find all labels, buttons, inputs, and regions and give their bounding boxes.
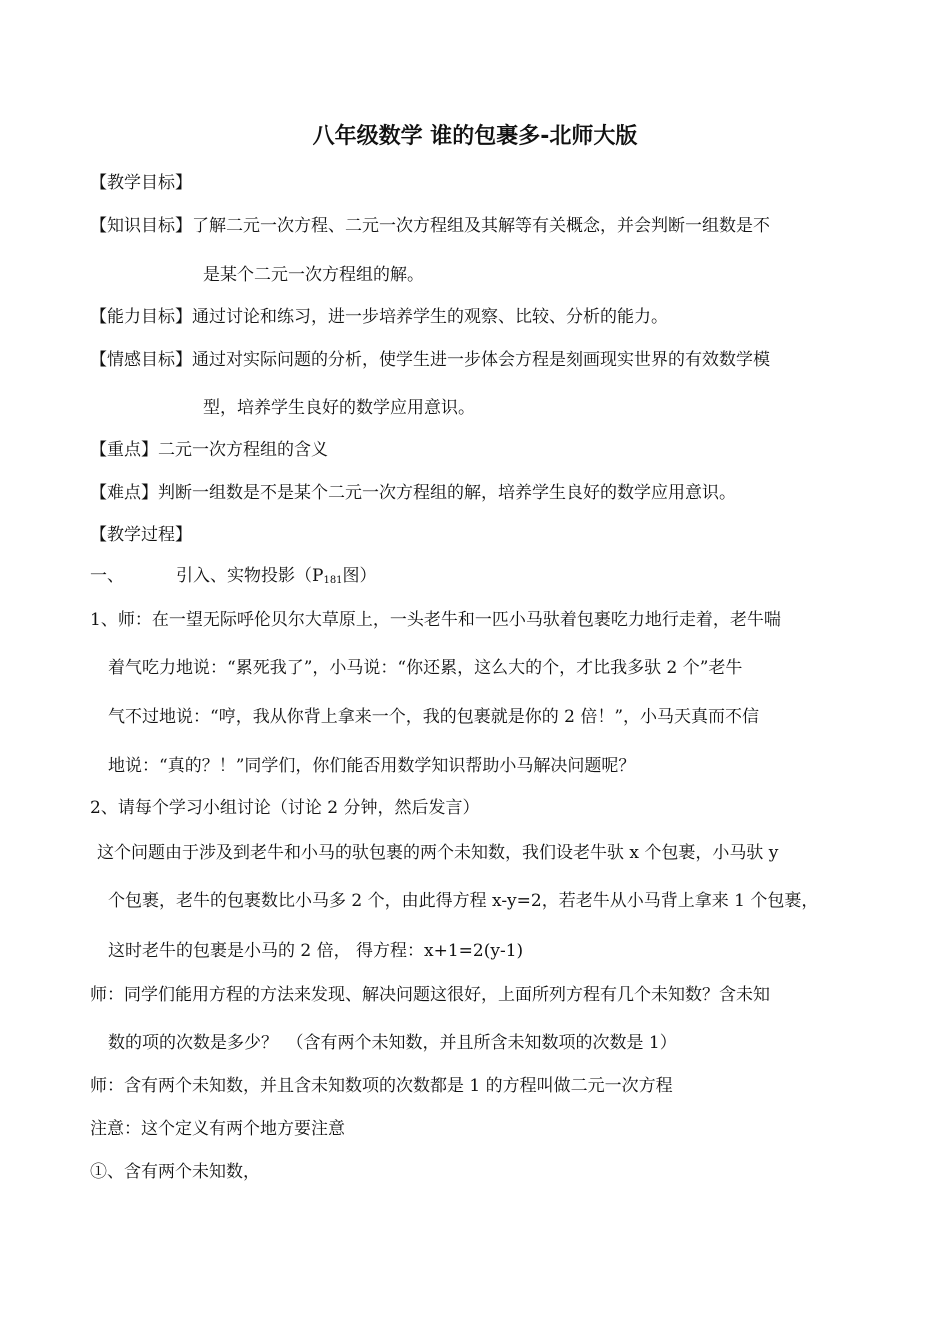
teacher-question-line: 师：同学们能用方程的方法来发现、解决问题这很好，上面所列方程有几个未知数？含未知 [90, 985, 770, 1005]
emotion-objective-cont: 型，培养学生良好的数学应用意识。 [203, 398, 475, 418]
emotion-objective-label: 【情感目标】 [90, 350, 192, 370]
emotion-objective [90, 349, 770, 371]
intro-end: 图） [342, 566, 377, 586]
ability-objective [90, 306, 668, 328]
story-line: 着气吃力地说：“累死我了”，小马说：“你还累，这么大的个，才比我多驮 2 个”老牛 [108, 658, 743, 678]
difficulty [90, 482, 736, 504]
knowledge-objective-cont: 是某个二元一次方程组的解。 [203, 265, 424, 285]
ability-objective-text: 通过讨论和练习，进一步培养学生的观察、比较、分析的能力。 [192, 307, 668, 327]
key-point-label: 【重点】 [90, 440, 158, 460]
knowledge-objective [90, 215, 770, 237]
analysis-line: 这时老牛的包裹是小马的 2 倍， 得方程：x+1=2(y-1) [108, 941, 524, 961]
key-point-text: 二元一次方程组的含义 [158, 440, 328, 460]
discussion-line: 2、请每个学习小组讨论（讨论 2 分钟，然后发言） [90, 798, 480, 818]
emotion-objective-text: 通过对实际问题的分析，使学生进一步体会方程是刻画现实世界的有效数学模 [192, 350, 770, 370]
story-line: 气不过地说：“哼，我从你背上拿来一个，我的包裹就是你的 2 倍！”，小马天真而不信 [108, 707, 760, 727]
objectives-heading: 【教学目标】 [90, 173, 192, 193]
difficulty-text: 判断一组数是不是某个二元一次方程组的解，培养学生良好的数学应用意识。 [158, 483, 736, 503]
intro-line [90, 565, 377, 592]
difficulty-label: 【难点】 [90, 483, 158, 503]
ability-objective-label: 【能力目标】 [90, 307, 192, 327]
process-heading: 【教学过程】 [90, 525, 192, 545]
note-item: ①、含有两个未知数， [90, 1162, 260, 1182]
intro-number: 一、 [90, 566, 124, 586]
definition-line: 师：含有两个未知数，并且含未知数项的次数都是 1 的方程叫做二元一次方程 [90, 1076, 673, 1096]
story-line: 1、师：在一望无际呼伦贝尔大草原上，一头老牛和一匹小马驮着包裹吃力地行走着，老牛喘 [90, 610, 781, 630]
teacher-question-line: 数的项的次数是多少？ （含有两个未知数，并且所含未知数项的次数是 1） [108, 1033, 677, 1053]
document-title: 八年级数学 谁的包裹多-北师大版 [312, 124, 638, 149]
intro-text: 引入、实物投影（P [176, 566, 324, 586]
key-point [90, 439, 328, 461]
intro-page-subscript: 181 [323, 575, 343, 586]
note-line: 注意：这个定义有两个地方要注意 [90, 1119, 345, 1139]
analysis-line: 个包裹，老牛的包裹数比小马多 2 个，由此得方程 x-y=2，若老牛从小马背上拿来 1 个包裹， [108, 891, 819, 911]
story-line: 地说：“真的？！”同学们，你们能否用数学知识帮助小马解决问题呢？ [108, 756, 636, 776]
knowledge-objective-text: 了解二元一次方程、二元一次方程组及其解等有关概念，并会判断一组数是不 [192, 216, 770, 236]
analysis-line: 这个问题由于涉及到老牛和小马的驮包裹的两个未知数，我们设老牛驮 x 个包裹，小马驮 y [97, 843, 779, 863]
knowledge-objective-label: 【知识目标】 [90, 216, 192, 236]
